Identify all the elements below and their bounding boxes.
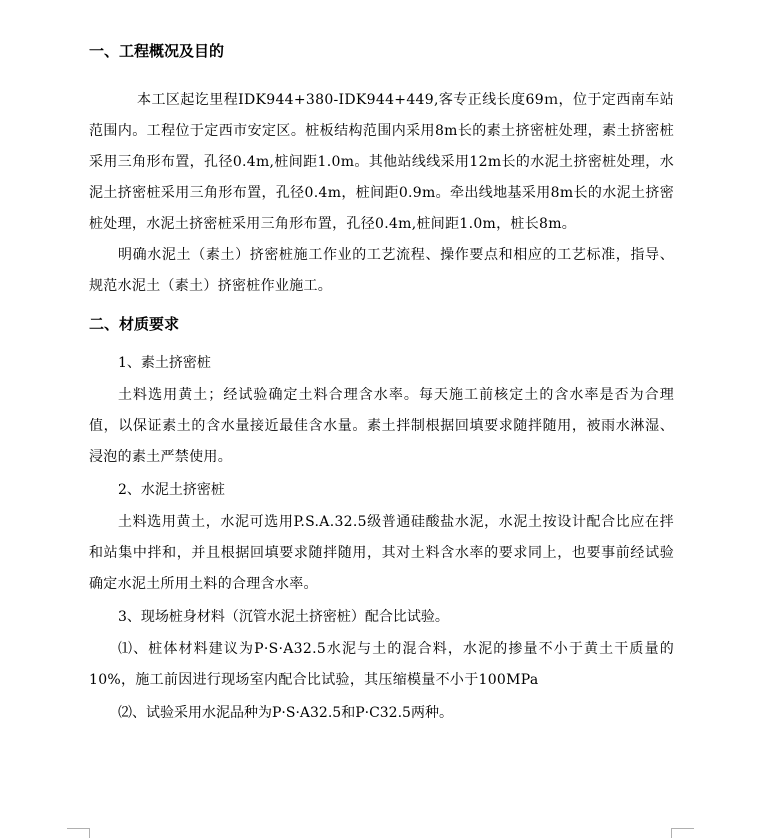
section-1-paragraph-2: 明确水泥土（素土）挤密桩施工作业的工艺流程、操作要点和相应的工艺标准，指导、规范水泥土（素土）挤密桩作业施工。	[89, 247, 674, 294]
spacer	[89, 338, 674, 346]
document-body	[89, 37, 674, 730]
subsection-3-title: 3、现场桩身材料（沉管水泥土挤密桩）配合比试验。	[118, 609, 449, 625]
list-item-1: ⑴、桩体材料建议为P·S·A32.5水泥与土的混合料，水泥的掺量不小于黄土干质量的10%，施工前因进行现场室内配合比试验，其压缩模量不小于100MPa	[89, 641, 674, 688]
list-item-2: ⑵、试验采用水泥品种为P·S·A32.5和P·C32.5两种。	[118, 705, 453, 721]
spacer	[89, 302, 674, 310]
section-1-heading: 一、工程概况及目的	[89, 42, 225, 60]
section-2-heading: 二、材质要求	[89, 315, 180, 333]
subsection-1-title: 1、素土挤密桩	[118, 355, 211, 371]
subsection-2-paragraph: 土料选用黄土，水泥可选用P.S.A.32.5级普通硅酸盐水泥，水泥土按设计配合比应在拌和站集中拌和，并且根据回填要求随拌随用，其对土料含水率的要求同上，也要事前经试验确定水泥土所用土料的合理含水率。	[89, 514, 674, 592]
subsection-1-paragraph: 土料选用黄土；经试验确定土料合理含水率。每天施工前核定土的含水率是否为合理值，以保证素土的含水量接近最佳含水量。素土拌制根据回填要求随拌随用，被雨水淋湿、浸泡的素土严禁使用。	[89, 387, 674, 465]
subsection-2-title: 2、水泥土挤密桩	[118, 482, 225, 498]
section-1-paragraph-1: 本工区起讫里程IDK944+380-IDK944+449,客专正线长度69ｍ，位于定西南车站范围内。工程位于定西市安定区。桩板结构范围内采用8m长的素土挤密桩处理，素土挤密桩采用三角形布置，孔径0.4m,桩间距1.0m。其他站线线采用12m长的水泥土挤密桩处理，水泥土挤密桩采用三角形布置，孔径0.4m，桩间距0.9m。牵出线地基采用8m长的水泥土挤密桩处理，水泥土挤密桩采用三角形布置，孔径0.4m,桩间距1.0m，桩长8m。	[89, 92, 674, 232]
spacer	[89, 65, 674, 85]
